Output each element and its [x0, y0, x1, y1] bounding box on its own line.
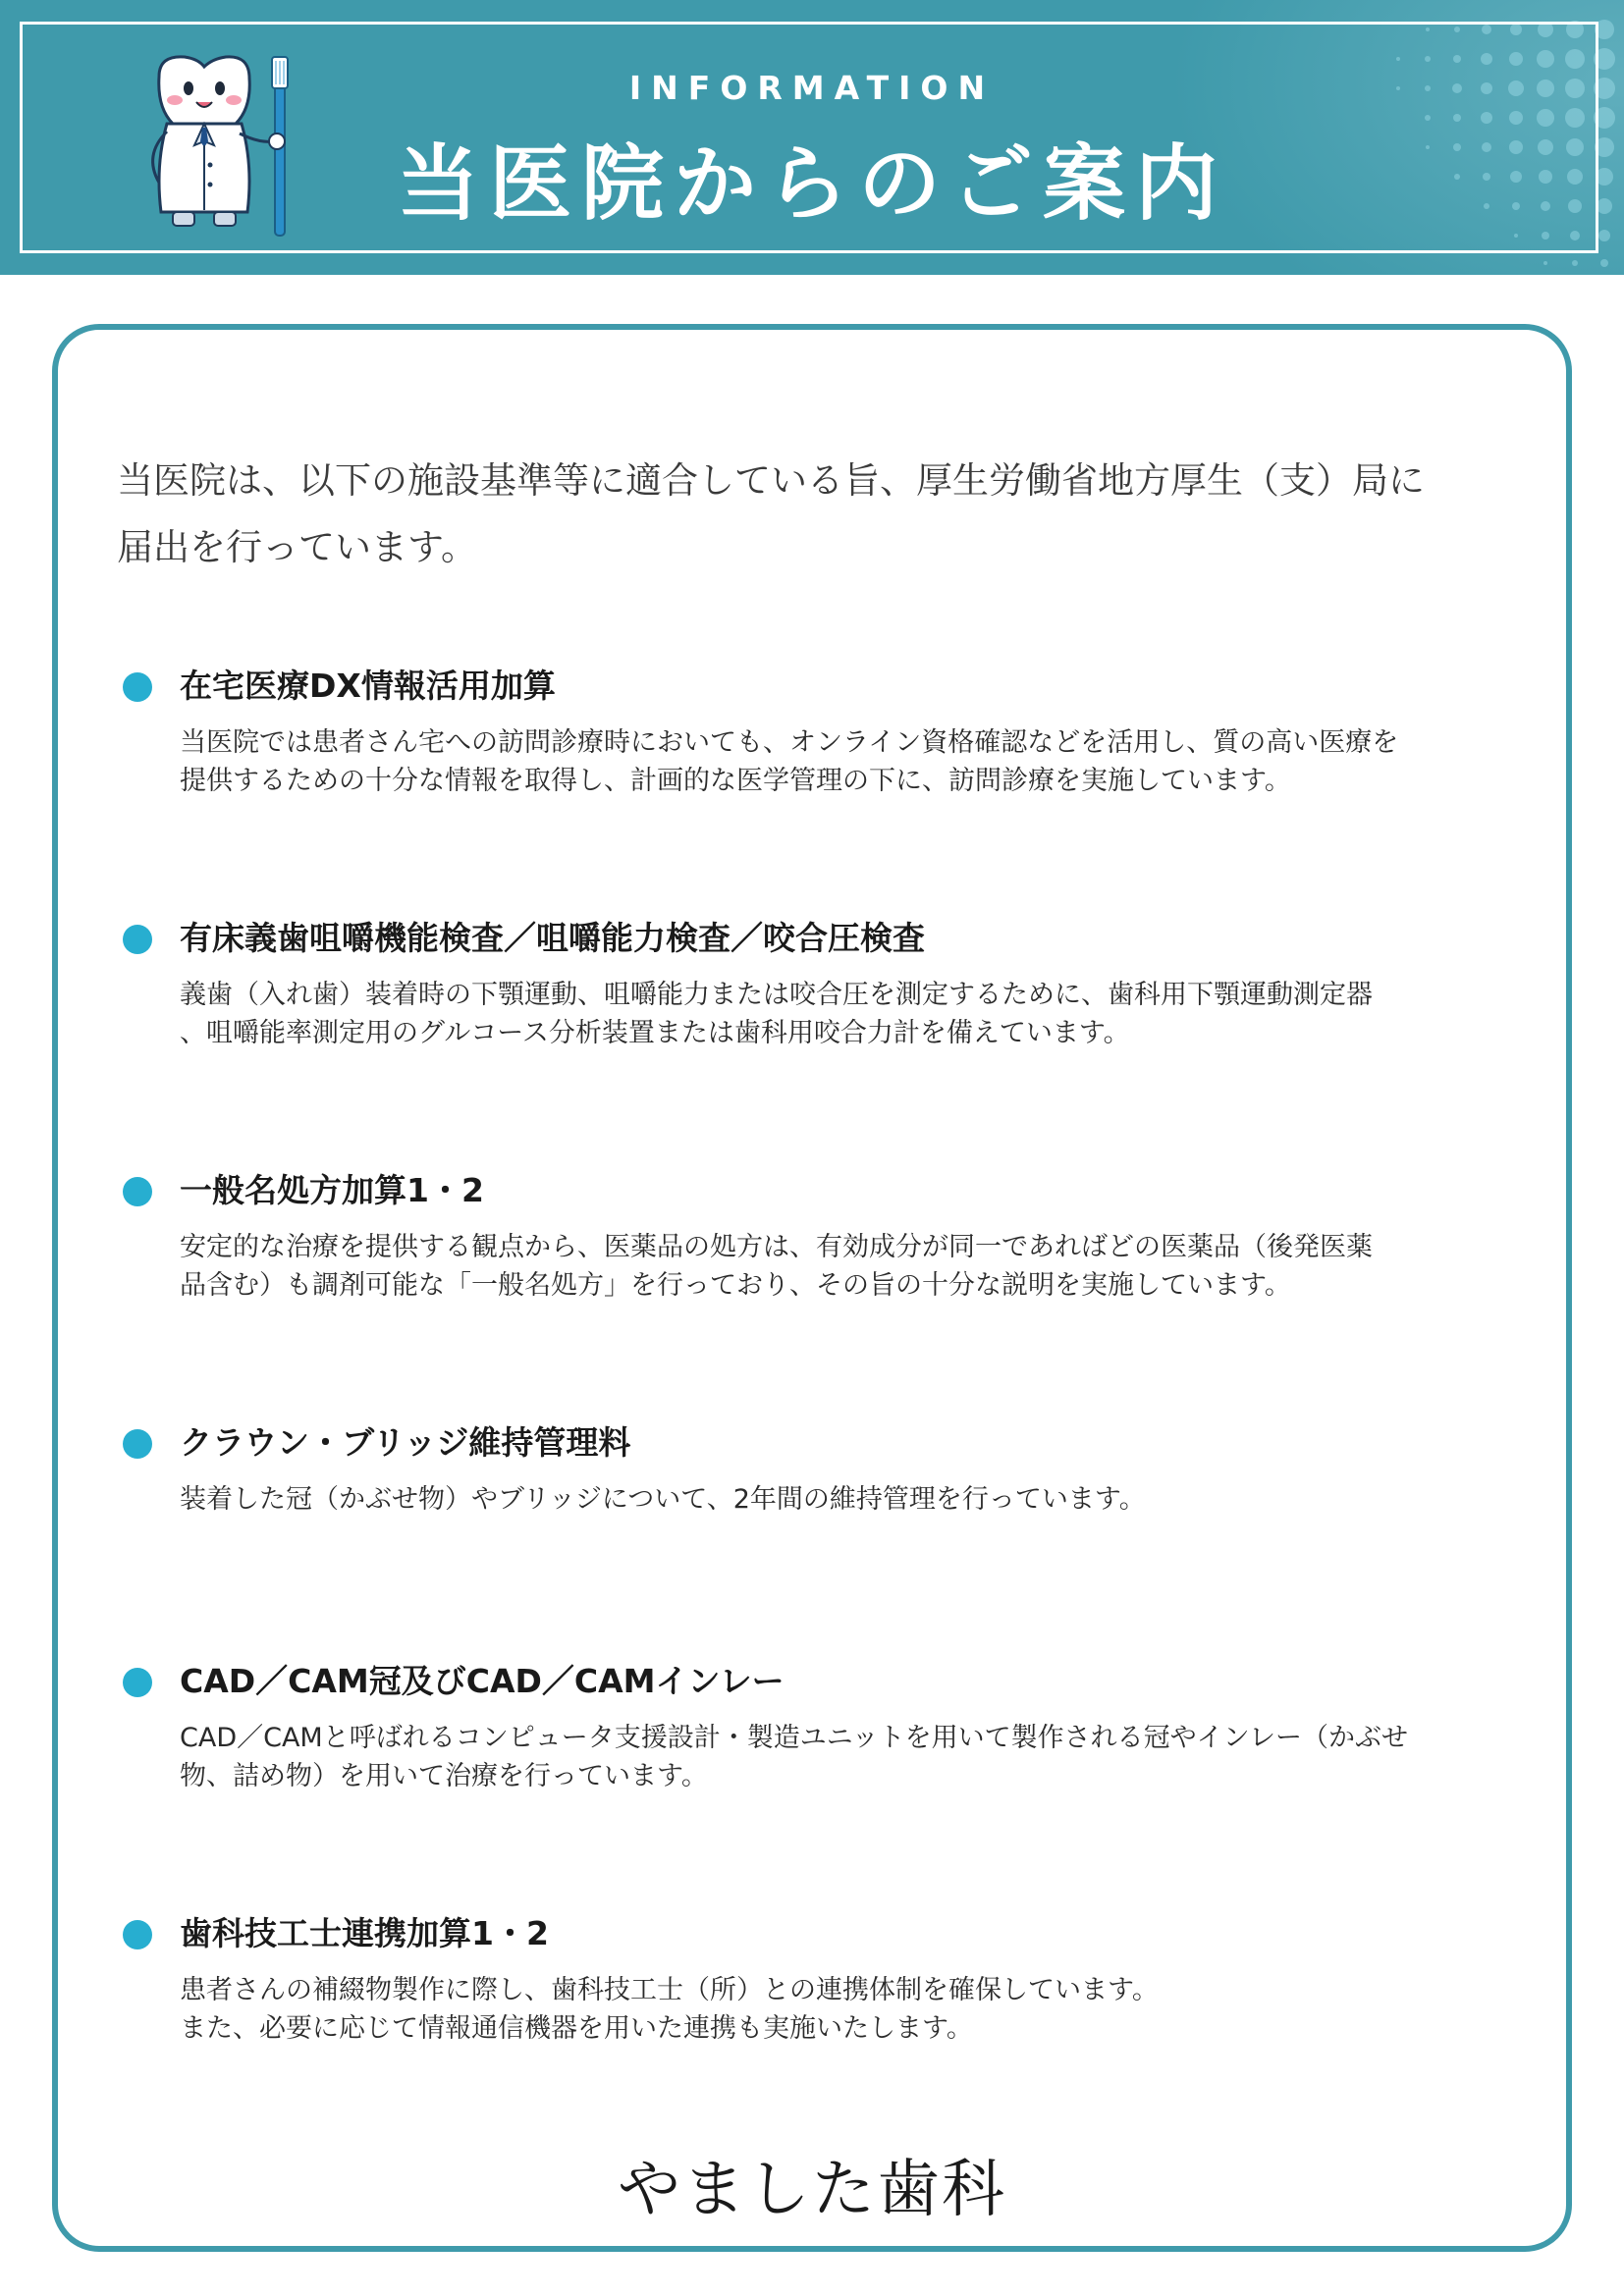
- item-heading: [123, 1419, 1517, 1467]
- item-description-line: 提供するための十分な情報を取得し、計画的な医学管理の下に、訪問診療を実施しています。: [180, 766, 1291, 796]
- item-description: [180, 1719, 1495, 1795]
- item-description-line: 当医院では患者さん宅への訪問診療時においても、オンライン資格確認などを活用し、質の高い医療を: [180, 727, 1399, 758]
- header-subtitle: INFORMATION: [628, 69, 996, 107]
- item-description-line: 装着した冠（かぶせ物）やブリッジについて、2年間の維持管理を行っています。: [180, 1484, 1146, 1515]
- bullet-dot-icon: [123, 1429, 152, 1459]
- item-title: 在宅医療DX情報活用加算: [180, 667, 556, 705]
- bullet-dot-icon: [123, 925, 152, 954]
- item-title: CAD／CAM冠及びCAD／CAMインレー: [180, 1662, 785, 1700]
- item-description-line: CAD／CAMと呼ばれるコンピュータ支援設計・製造ユニットを用いて製作される冠やインレー（かぶせ: [180, 1723, 1408, 1753]
- bullet-dot-icon: [123, 672, 152, 702]
- item-description-line: 義歯（入れ歯）装着時の下顎運動、咀嚼能力または咬合圧を測定するために、歯科用下顎運動測定器: [180, 980, 1373, 1010]
- bullet-dot-icon: [123, 1177, 152, 1206]
- header-banner: [0, 0, 1624, 275]
- content-card: [52, 324, 1572, 2252]
- item-heading: [123, 1658, 1517, 1705]
- list-item: [123, 1658, 1517, 1795]
- item-description: [180, 1480, 1495, 1519]
- clinic-name: やました歯科: [618, 2154, 1006, 2226]
- list-item: [123, 915, 1517, 1052]
- item-heading: [123, 1910, 1517, 1957]
- item-description: [180, 1971, 1495, 2048]
- item-title: 有床義歯咀嚼機能検査／咀嚼能力検査／咬合圧検査: [180, 919, 925, 957]
- item-heading: [123, 663, 1517, 710]
- list-item: [123, 1910, 1517, 2048]
- item-description: [180, 723, 1495, 800]
- item-description: [180, 1228, 1495, 1305]
- item-description-line: 品含む）も調剤可能な「一般名処方」を行っており、その旨の十分な説明を実施しています。: [180, 1270, 1291, 1301]
- list-item: [123, 663, 1517, 800]
- intro-text: [117, 448, 1531, 581]
- bullet-dot-icon: [123, 1920, 152, 1949]
- item-description-line: 患者さんの補綴物製作に際し、歯科技工士（所）との連携体制を確保しています。: [180, 1975, 1159, 2005]
- item-title: クラウン・ブリッジ維持管理料: [180, 1423, 631, 1462]
- item-description-line: 安定的な治療を提供する観点から、医薬品の処方は、有効成分が同一であればどの医薬品（後発医薬: [180, 1232, 1373, 1262]
- item-description: [180, 976, 1495, 1052]
- item-heading: [123, 915, 1517, 962]
- item-title: 一般名処方加算1・2: [180, 1171, 484, 1209]
- item-heading: [123, 1167, 1517, 1214]
- item-title: 歯科技工士連携加算1・2: [180, 1914, 549, 1952]
- item-description-line: 、咀嚼能率測定用のグルコース分析装置または歯科用咬合力計を備えています。: [180, 1018, 1130, 1048]
- intro-line-1: 当医院は、以下の施設基準等に適合している旨、厚生労働省地方厚生（支）局に: [117, 459, 1425, 502]
- intro-line-2: 届出を行っています。: [117, 526, 478, 568]
- item-description-line: また、必要に応じて情報通信機器を用いた連携も実施いたします。: [180, 2013, 973, 2044]
- bullet-dot-icon: [123, 1668, 152, 1697]
- page-title: 当医院からのご案内: [396, 135, 1227, 232]
- list-item: [123, 1167, 1517, 1305]
- list-item: [123, 1419, 1517, 1519]
- item-description-line: 物、詰め物）を用いて治療を行っています。: [180, 1761, 708, 1791]
